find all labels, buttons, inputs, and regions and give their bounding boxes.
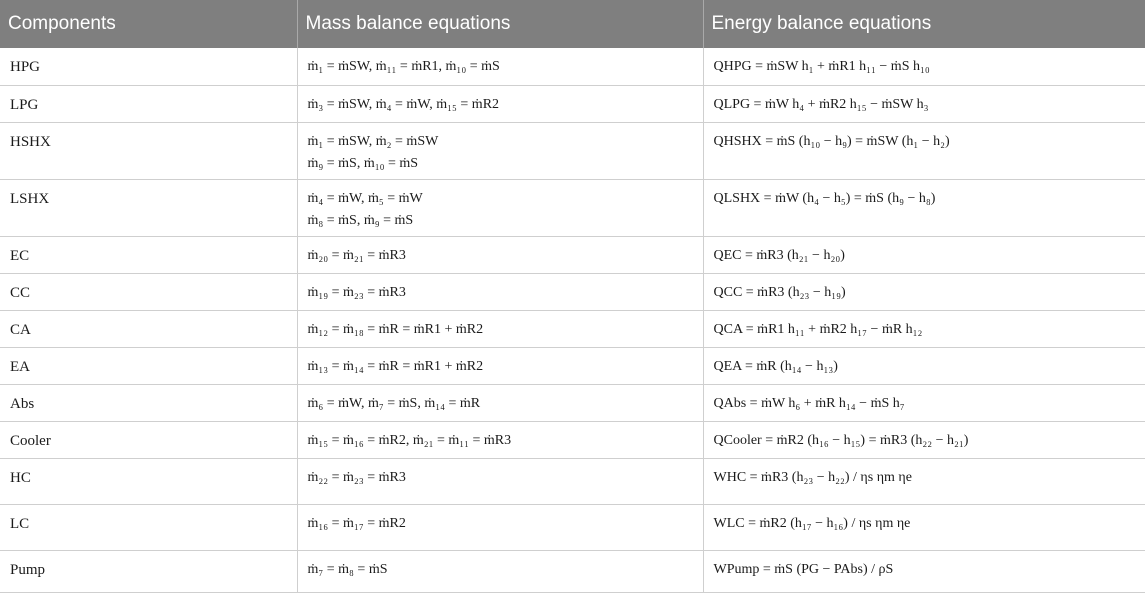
component-cell: HPG (0, 48, 297, 85)
energy-equation: QHPG = ṁSW h₁ + ṁR1 h₁₁ − ṁS h₁₀ (713, 59, 930, 74)
mass-cell (297, 236, 703, 273)
energy-cell (703, 85, 1145, 122)
mass-cell (297, 384, 703, 421)
mass-cell (297, 550, 703, 592)
energy-cell (703, 458, 1145, 504)
table-row (0, 85, 1145, 122)
component-cell: LSHX (0, 179, 297, 236)
mass-cell (297, 421, 703, 458)
energy-cell (703, 421, 1145, 458)
table-row (0, 458, 1145, 504)
energy-equation: QCA = ṁR1 h₁₁ + ṁR2 h₁₇ − ṁR h₁₂ (713, 321, 923, 337)
energy-cell (703, 384, 1145, 421)
header-row (0, 0, 1145, 48)
mass-cell (297, 85, 703, 122)
component-cell: Pump (0, 550, 297, 592)
table-row (0, 179, 1145, 236)
energy-cell (703, 504, 1145, 550)
component-cell: CA (0, 310, 297, 347)
mass-equation: ṁ₄ = ṁW, ṁ₅ = ṁW (307, 190, 423, 206)
component-cell: EC (0, 236, 297, 273)
header-components: Components (0, 0, 297, 48)
component-cell: Cooler (0, 421, 297, 458)
energy-equation: QEA = ṁR (h₁₄ − h₁₃) (713, 358, 838, 374)
mass-equation: ṁ₁ = ṁSW, ṁ₁₁ = ṁR1, ṁ₁₀ = ṁS (307, 59, 500, 74)
table-row (0, 347, 1145, 384)
mass-cell (297, 122, 703, 179)
mass-equation: ṁ₈ = ṁS, ṁ₉ = ṁS (307, 212, 414, 228)
table-row (0, 48, 1145, 85)
table-row (0, 310, 1145, 347)
energy-equation: QHSHX = ṁS (h₁₀ − h₉) = ṁSW (h₁ − h₂) (713, 133, 950, 149)
component-cell: LC (0, 504, 297, 550)
header-mass-balance: Mass balance equations (297, 0, 703, 48)
table-row (0, 384, 1145, 421)
table-row (0, 421, 1145, 458)
mass-equation: ṁ₁₆ = ṁ₁₇ = ṁR2 (307, 515, 406, 531)
energy-cell (703, 347, 1145, 384)
component-cell: Abs (0, 384, 297, 421)
table-row (0, 273, 1145, 310)
mass-equation: ṁ₁₉ = ṁ₂₃ = ṁR3 (307, 284, 406, 300)
mass-cell (297, 310, 703, 347)
mass-equation: ṁ₁₅ = ṁ₁₆ = ṁR2, ṁ₂₁ = ṁ₁₁ = ṁR3 (307, 432, 512, 448)
component-cell: LPG (0, 85, 297, 122)
mass-cell (297, 458, 703, 504)
energy-equation: QLPG = ṁW h₄ + ṁR2 h₁₅ − ṁSW h₃ (713, 96, 929, 112)
component-cell: HC (0, 458, 297, 504)
energy-equation: QCC = ṁR3 (h₂₃ − h₁₉) (713, 284, 846, 300)
energy-cell (703, 179, 1145, 236)
mass-cell (297, 48, 703, 85)
table-row (0, 504, 1145, 550)
energy-equation: QLSHX = ṁW (h₄ − h₅) = ṁS (h₉ − h₈) (713, 190, 936, 206)
table-row (0, 122, 1145, 179)
header-energy-balance: Energy balance equations (703, 0, 1145, 48)
energy-cell (703, 236, 1145, 273)
energy-equation: QAbs = ṁW h₆ + ṁR h₁₄ − ṁS h₇ (713, 395, 905, 411)
mass-equation: ṁ₁₂ = ṁ₁₈ = ṁR = ṁR1 + ṁR2 (307, 321, 484, 337)
component-cell: HSHX (0, 122, 297, 179)
energy-equation: QCooler = ṁR2 (h₁₆ − h₁₅) = ṁR3 (h₂₂ − h₂₁) (713, 432, 969, 448)
energy-cell (703, 310, 1145, 347)
table-row (0, 550, 1145, 592)
energy-cell (703, 122, 1145, 179)
mass-equation: ṁ₉ = ṁS, ṁ₁₀ = ṁS (307, 155, 419, 171)
mass-equation: ṁ₂₀ = ṁ₂₁ = ṁR3 (307, 247, 406, 263)
energy-cell (703, 48, 1145, 85)
mass-equation: ṁ₁ = ṁSW, ṁ₂ = ṁSW (307, 133, 439, 149)
mass-equation: ṁ₆ = ṁW, ṁ₇ = ṁS, ṁ₁₄ = ṁR (307, 395, 481, 411)
energy-cell (703, 273, 1145, 310)
mass-equation: ṁ₇ = ṁ₈ = ṁS (307, 561, 388, 577)
energy-cell (703, 550, 1145, 592)
mass-equation: ṁ₃ = ṁSW, ṁ₄ = ṁW, ṁ₁₅ = ṁR2 (307, 96, 500, 112)
mass-cell (297, 504, 703, 550)
mass-cell (297, 273, 703, 310)
energy-equation: WPump = ṁS (PG − PAbs) / ρS (713, 561, 894, 577)
mass-cell (297, 179, 703, 236)
energy-equation: WHC = ṁR3 (h₂₃ − h₂₂) / ηs ηm ηe (713, 469, 912, 485)
energy-equation: QEC = ṁR3 (h₂₁ − h₂₀) (713, 247, 845, 263)
energy-equation: WLC = ṁR2 (h₁₇ − h₁₆) / ηs ηm ηe (713, 515, 911, 531)
component-cell: EA (0, 347, 297, 384)
mass-equation: ṁ₂₂ = ṁ₂₃ = ṁR3 (307, 469, 406, 485)
mass-cell (297, 347, 703, 384)
table-row (0, 236, 1145, 273)
component-cell: CC (0, 273, 297, 310)
mass-equation: ṁ₁₃ = ṁ₁₄ = ṁR = ṁR1 + ṁR2 (307, 358, 484, 374)
